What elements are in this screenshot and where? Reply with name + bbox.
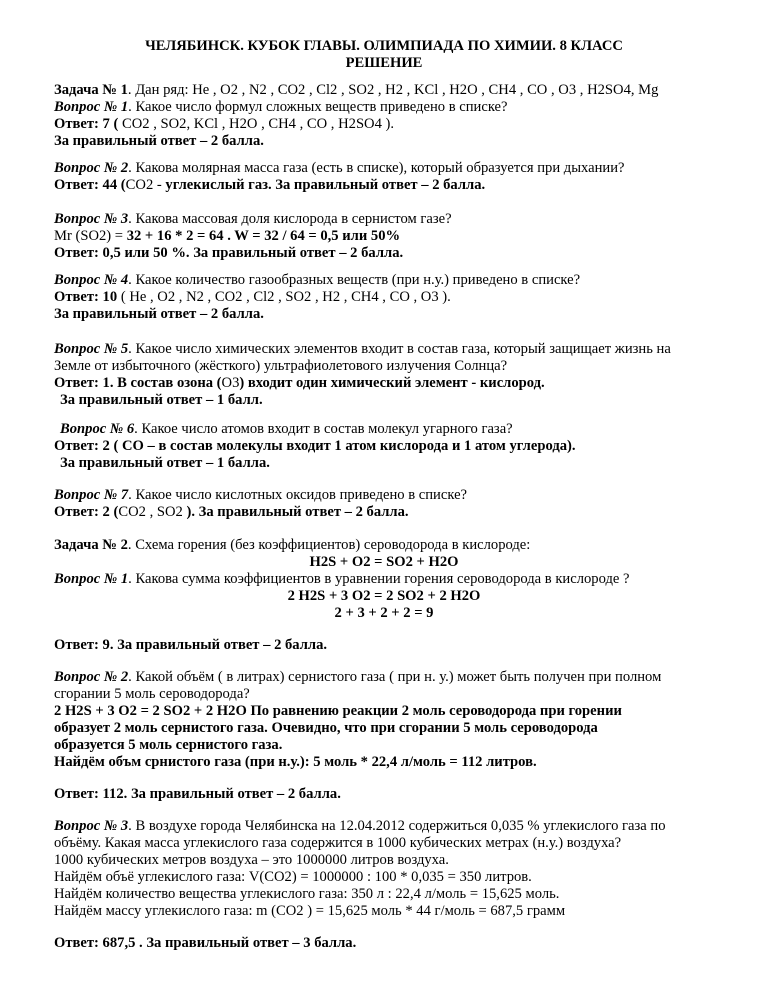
t1-q2-question bbox=[54, 160, 625, 178]
t2-q3-label: Вопрос № 3 bbox=[54, 818, 129, 834]
t1-q1-text: . Какое число формул сложных веществ приведено в списке? bbox=[128, 99, 508, 115]
t1-q3-text: . Какова массовая доля кислорода в сернистом газе? bbox=[128, 211, 452, 227]
t2-q3-question bbox=[54, 818, 666, 836]
t1-q5-answer-a: Ответ: 1. В состав озона ( bbox=[54, 375, 222, 391]
t1-q7-text: . Какое число кислотных оксидов приведено в списке? bbox=[128, 487, 468, 503]
t2-q1-label: Вопрос № 1 bbox=[54, 571, 129, 587]
t1-q5-label: Вопрос № 5 bbox=[54, 341, 129, 357]
t1-q5-question-cont: Земле от избыточного (жёсткого) ультрафиолетового излучения Солнца? bbox=[54, 358, 508, 374]
t2-q2-solution-2: образует 2 моль сернистого газа. Очевидно, что при сгорании 5 моль сероводорода bbox=[54, 720, 598, 736]
t2-q1-answer: Ответ: 9. За правильный ответ – 2 балла. bbox=[54, 637, 328, 653]
task1-label: Задача № 1 bbox=[54, 82, 128, 98]
t1-q7-label: Вопрос № 7 bbox=[54, 487, 129, 503]
t1-q5-text: . Какое число химических элементов входит в состав газа, который защищает жизнь на bbox=[128, 341, 671, 357]
t2-q3-solution-1: 1000 кубических метров воздуха – это 1000000 литров воздуха. bbox=[54, 852, 449, 868]
t1-q6-score: За правильный ответ – 1 балла. bbox=[60, 455, 270, 471]
t1-q1-label: Вопрос № 1 bbox=[54, 99, 129, 115]
t1-q7-question bbox=[54, 487, 467, 505]
task2-label: Задача № 2 bbox=[54, 537, 128, 553]
t2-q2-text: . Какой объём ( в литрах) сернистого газа ( при н. у.) может быть получен при полном bbox=[128, 669, 662, 685]
t1-q3-calc-prefix: Mr (SO2) = bbox=[54, 228, 127, 244]
t1-q4-score: За правильный ответ – 2 балла. bbox=[54, 306, 264, 322]
t1-q1-question bbox=[54, 99, 508, 117]
t1-q4-answer-label: Ответ: 10 bbox=[54, 289, 121, 305]
t1-q3-calc bbox=[54, 228, 400, 246]
t1-q2-answer bbox=[54, 177, 485, 195]
t1-q7-answer bbox=[54, 504, 409, 522]
t2-q1-question bbox=[54, 571, 630, 589]
t1-q5-question bbox=[54, 341, 671, 359]
task1-statement bbox=[54, 82, 658, 100]
t2-q2-equation-text: По равнению реакции 2 моль сероводорода при горении bbox=[246, 703, 622, 719]
t1-q1-answer bbox=[54, 116, 394, 134]
t1-q3-question bbox=[54, 211, 452, 229]
t1-q2-answer-label: Ответ: 44 ( bbox=[54, 177, 126, 193]
t1-q2-answer-rest: углекислый газ. За правильный ответ – 2 балла. bbox=[165, 177, 486, 193]
t1-q1-score: За правильный ответ – 2 балла. bbox=[54, 133, 264, 149]
t2-q2-solution-1 bbox=[54, 703, 622, 721]
t2-q1-sum: 2 + 3 + 2 + 2 = 9 bbox=[334, 605, 434, 621]
t2-q3-text: . В воздухе города Челябинска на 12.04.2012 содержиться 0,035 % углекислого газа по bbox=[128, 818, 666, 834]
document-subtitle: РЕШЕНИЕ bbox=[345, 55, 423, 71]
t1-q4-text: . Какое количество газообразных веществ (при н.у.) приведено в списке? bbox=[128, 272, 581, 288]
task2-text: . Схема горения (без коэффициентов) сероводорода в кислороде: bbox=[127, 537, 531, 553]
t1-q7-answer-formulas: CO2 , SO2 bbox=[118, 504, 187, 520]
t1-q5-answer bbox=[54, 375, 545, 393]
t1-q6-question bbox=[60, 421, 513, 439]
t1-q4-answer bbox=[54, 289, 451, 307]
t2-q2-solution-3: образуется 5 моль сернистого газа. bbox=[54, 737, 283, 753]
t2-q2-equation: 2 H2S + 3 O2 = 2 SO2 + 2 H2O bbox=[54, 703, 247, 719]
t2-q1-equation: 2 H2S + 3 O2 = 2 SO2 + 2 H2O bbox=[287, 588, 481, 604]
t2-q3-question-cont: объёму. Какая масса углекислого газа содержится в 1000 кубических метрах (н.у.) воздуха? bbox=[54, 835, 622, 851]
t1-q7-answer-rest: ). За правильный ответ – 2 балла. bbox=[186, 504, 409, 520]
t1-q1-answer-label: Ответ: 7 ( bbox=[54, 116, 123, 132]
t1-q5-score: За правильный ответ – 1 балл. bbox=[60, 392, 263, 408]
t1-q2-answer-formula: CO2 - bbox=[125, 177, 166, 193]
t1-q4-answer-formulas: ( He , O2 , N2 , CO2 , Cl2 , SO2 , H2 , CH4 , CO , O3 ). bbox=[120, 289, 451, 305]
t2-q1-text: . Какова сумма коэффициентов в уравнении горения сероводорода в кислороде ? bbox=[128, 571, 630, 587]
t1-q3-answer: Ответ: 0,5 или 50 %. За правильный ответ – 2 балла. bbox=[54, 245, 404, 261]
t2-q3-solution-4: Найдём массу углекислого газа: m (CO2 ) = 15,625 моль * 44 г/моль = 687,5 грамм bbox=[54, 903, 566, 919]
t1-q3-label: Вопрос № 3 bbox=[54, 211, 129, 227]
t2-q2-label: Вопрос № 2 bbox=[54, 669, 129, 685]
t2-q2-question bbox=[54, 669, 661, 687]
t2-q2-question-cont: сгорании 5 моль сероводорода? bbox=[54, 686, 250, 702]
t1-q6-label: Вопрос № 6 bbox=[60, 421, 135, 437]
t1-q1-answer-formulas: CO2 , SO2, KCl , H2O , CH4 , CO , H2SO4 ). bbox=[122, 116, 395, 132]
t2-q3-answer: Ответ: 687,5 . За правильный ответ – 3 балла. bbox=[54, 935, 357, 951]
t2-q3-solution-3: Найдём количество вещества углекислого газа: 350 л : 22,4 л/моль = 15,625 моль. bbox=[54, 886, 560, 902]
t1-q7-answer-label: Ответ: 2 ( bbox=[54, 504, 119, 520]
t1-q2-label: Вопрос № 2 bbox=[54, 160, 129, 176]
t2-q2-solution-4: Найдём объм срнистого газа (при н.у.): 5 моль * 22,4 л/моль = 112 литров. bbox=[54, 754, 537, 770]
document-title: ЧЕЛЯБИНСК. КУБОК ГЛАВЫ. ОЛИМПИАДА ПО ХИМИИ. 8 КЛАСС bbox=[145, 38, 623, 54]
task2-statement bbox=[54, 537, 530, 555]
t1-q3-calc-main: 32 + 16 * 2 = 64 . W = 32 / 64 = 0,5 или 50% bbox=[126, 228, 401, 244]
t1-q2-text: . Какова молярная масса газа (есть в списке), который образуется при дыхании? bbox=[128, 160, 625, 176]
t1-q6-text: . Какое число атомов входит в состав молекул угарного газа? bbox=[134, 421, 513, 437]
t2-q3-solution-2: Найдём объё углекислого газа: V(CO2) = 1000000 : 100 * 0,035 = 350 литров. bbox=[54, 869, 532, 885]
t1-q4-label: Вопрос № 4 bbox=[54, 272, 129, 288]
t2-q2-answer: Ответ: 112. За правильный ответ – 2 балла. bbox=[54, 786, 341, 802]
task1-text: . Дан ряд: He , O2 , N2 , CO2 , Cl2 , SO2 , H2 , KCl , H2O , CH4 , CO , O3 , H2SO4, Mg bbox=[127, 82, 659, 98]
t1-q5-answer-b: ) входит один химический элемент - кислород. bbox=[239, 375, 545, 391]
t1-q6-answer: Ответ: 2 ( CO – в состав молекулы входит 1 атом кислорода и 1 атом углерода). bbox=[54, 438, 576, 454]
t1-q5-answer-formula: O3 bbox=[221, 375, 240, 391]
t1-q4-question bbox=[54, 272, 580, 290]
task2-equation: H2S + O2 = SO2 + H2O bbox=[309, 554, 459, 570]
